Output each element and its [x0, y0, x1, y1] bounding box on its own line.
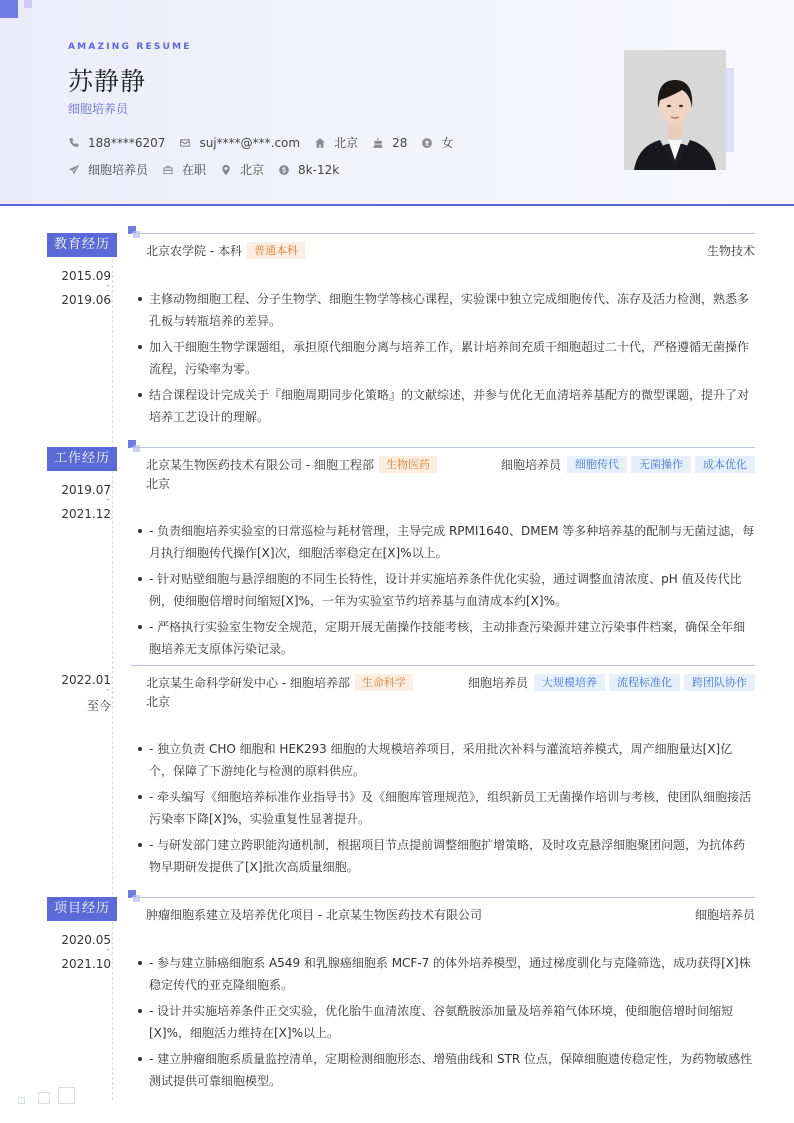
date-separator: - [106, 685, 110, 695]
job1-city: 北京 [146, 477, 171, 491]
home-icon [314, 137, 326, 149]
hometown-text: 北京 [334, 136, 359, 150]
work-section-title: 工作经历 [47, 447, 117, 471]
target-city-text: 北京 [240, 163, 265, 177]
company-line: 北京某生命科学研发中心 - 细胞培养部 [146, 676, 350, 690]
candidate-name: 苏静静 [68, 67, 147, 96]
job1-header [146, 456, 755, 473]
major-text: 生物技术 [706, 244, 755, 258]
project-header [146, 906, 755, 923]
email-item [179, 136, 300, 150]
list-item: - 设计并实施培养条件正交实验，优化胎牛血清浓度、谷氨酰胺添加量及培养箱气体环境，使细胞倍增时间缩短[X]%，细胞活力维持在[X]%以上。 [136, 1000, 756, 1044]
edu-start-date: 2015.09 [61, 269, 111, 283]
position-text: 细胞培养员 [500, 458, 561, 472]
section-divider [131, 233, 755, 234]
brand-label: AMAZING RESUME [68, 42, 192, 52]
target-city-item [220, 161, 264, 178]
cake-icon [372, 137, 384, 149]
entry-divider [131, 665, 755, 666]
education-bullets [136, 288, 756, 432]
status-item [162, 161, 206, 178]
date-separator: - [106, 281, 110, 291]
edu-end-date: 2019.06 [61, 293, 111, 307]
job1-end-date: 2021.12 [61, 507, 111, 521]
money-icon [278, 164, 290, 176]
job2-end-date: 至今 [86, 699, 111, 713]
corner-decoration [0, 0, 18, 18]
salary-item [278, 163, 339, 177]
project-role: 细胞培养员 [694, 908, 755, 922]
industry-badge: 生命科学 [355, 674, 413, 691]
project-section-title: 项目经历 [47, 897, 117, 921]
gender-item [421, 134, 453, 151]
education-entry-header [146, 242, 755, 259]
job1-bullets [136, 520, 756, 664]
skill-tag: 成本优化 [695, 456, 755, 473]
list-item: - 针对贴壁细胞与悬浮细胞的不同生长特性，设计并实施培养条件优化实验，通过调整血清浓度、pH 值及传代比例，使细胞倍增时间缩短[X]%，一年为实验室节约培养基与血清成本约[X]%。 [136, 568, 756, 612]
gender-text: 女 [441, 136, 454, 150]
job2-bullets [136, 738, 756, 882]
skill-tag: 无菌操作 [631, 456, 691, 473]
school-line: 北京农学院 - 本科 [146, 244, 242, 258]
position-text: 细胞培养员 [467, 676, 528, 690]
skill-tag: 大规模培养 [534, 674, 605, 691]
project-start-date: 2020.05 [61, 933, 111, 947]
list-item: - 严格执行实验室生物安全规范，定期开展无菌操作技能考核，主动排查污染源并建立污染事件档案，确保全年细胞培养无支原体污染记录。 [136, 616, 756, 660]
status-text: 在职 [182, 163, 207, 177]
skill-tag: 流程标准化 [609, 674, 680, 691]
list-item: - 负责细胞培养实验室的日常巡检与耗材管理，主导完成 RPMI1640、DMEM 等多种培养基的配制与无菌过滤，每月执行细胞传代操作[X]次，细胞活率稳定在[X]%以上。 [136, 520, 756, 564]
section-divider [131, 447, 755, 448]
footer-decoration [18, 1097, 25, 1104]
phone-text: 188****6207 [88, 135, 166, 150]
skill-tag: 跨团队协作 [684, 674, 755, 691]
target-position-item [68, 161, 148, 178]
list-item: - 建立肿瘤细胞系质量监控清单，定期检测细胞形态、增殖曲线和 STR 位点，保障细胞遗传稳定性，为药物敏感性测试提供可靠细胞模型。 [136, 1048, 756, 1092]
footer-decoration [58, 1087, 75, 1104]
corner-decoration-small [24, 0, 32, 8]
education-section-title: 教育经历 [47, 233, 117, 257]
salary-text: 8k-12k [298, 162, 340, 177]
contact-row [68, 134, 467, 151]
section-divider [131, 897, 755, 898]
age-text: 28 [392, 135, 408, 150]
age-item [372, 136, 407, 150]
briefcase-icon [162, 164, 174, 176]
phone-icon [68, 137, 80, 149]
footer-decoration [38, 1092, 50, 1104]
hometown-item [314, 134, 358, 151]
timeline-guide [112, 260, 113, 1100]
target-position-text: 细胞培养员 [88, 163, 149, 177]
job2-start-date: 2022.01 [61, 673, 111, 687]
mail-icon [179, 137, 191, 149]
job1-start-date: 2019.07 [61, 483, 111, 497]
phone-item [68, 136, 165, 150]
project-bullets [136, 952, 756, 1096]
list-item: 结合课程设计完成关于『细胞周期同步化策略』的文献综述，并参与优化无血清培养基配方的微型课题，提升了对培养工艺设计的理解。 [136, 384, 756, 428]
candidate-role: 细胞培养员 [68, 102, 129, 116]
list-item: - 独立负责 CHO 细胞和 HEK293 细胞的大规模培养项目，采用批次补料与灌流培养模式，周产细胞量达[X]亿个，保障了下游纯化与检测的原料供应。 [136, 738, 756, 782]
company-line: 北京某生物医药技术有限公司 - 细胞工程部 [146, 458, 374, 472]
project-end-date: 2021.10 [61, 957, 111, 971]
list-item: - 与研发部门建立跨职能沟通机制，根据项目节点提前调整细胞扩增策略，及时攻克悬浮细胞聚团问题，为抗体药物早期研发提供了[X]批次高质量细胞。 [136, 834, 756, 878]
job2-header [146, 674, 755, 691]
intent-row [68, 161, 353, 178]
profile-photo [624, 50, 726, 170]
location-pin-icon [220, 164, 232, 176]
send-icon [68, 164, 80, 176]
project-title-line: 肿瘤细胞系建立及培养优化项目 - 北京某生物医药技术有限公司 [146, 908, 482, 922]
list-item: - 牵头编写《细胞培养标准作业指导书》及《细胞库管理规范》，组织新员工无菌操作培训与考核，使团队细胞接活污染率下降[X]%，实验重复性显著提升。 [136, 786, 756, 830]
list-item: - 参与建立肺癌细胞系 A549 和乳腺癌细胞系 MCF-7 的体外培养模型，通过梯度驯化与克隆筛选，成功获得[X]株稳定传代的亚克隆细胞系。 [136, 952, 756, 996]
gender-icon [421, 137, 433, 149]
date-separator: - [106, 495, 110, 505]
degree-badge: 普通本科 [247, 242, 305, 259]
list-item: 主修动物细胞工程、分子生物学、细胞生物学等核心课程，实验课中独立完成细胞传代、冻存及活力检测，熟悉多孔板与转瓶培养的差异。 [136, 288, 756, 332]
date-separator: - [106, 945, 110, 955]
skill-tag: 细胞传代 [567, 456, 627, 473]
email-text: suj****@***.com [199, 135, 301, 150]
resume-header [0, 0, 794, 206]
job2-city: 北京 [146, 695, 171, 709]
industry-badge: 生物医药 [379, 456, 437, 473]
list-item: 加入干细胞生物学课题组，承担原代细胞分离与培养工作，累计培养间充质干细胞超过二十代，严格遵循无菌操作流程，污染率为零。 [136, 336, 756, 380]
